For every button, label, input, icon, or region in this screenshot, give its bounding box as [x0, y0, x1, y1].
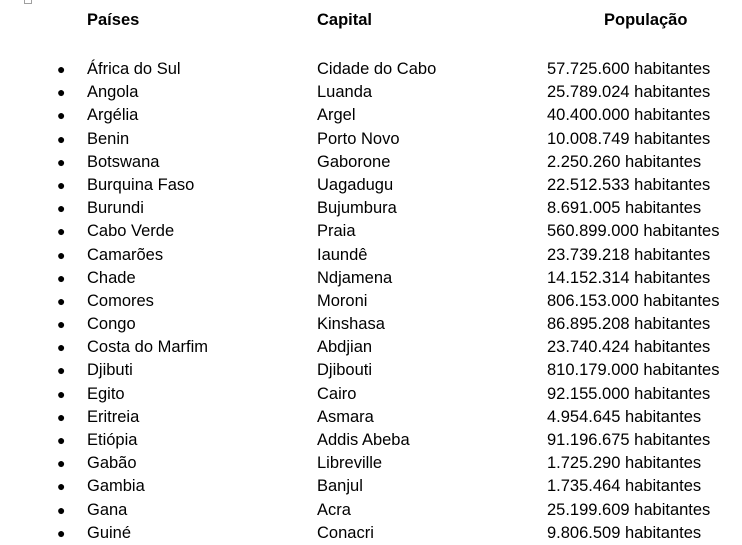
cell-capital: Cairo: [317, 384, 357, 403]
cell-country: Comores: [87, 291, 154, 310]
list-item: [0, 290, 742, 313]
bullet-icon: ●: [57, 246, 66, 263]
cell-country: Angola: [87, 83, 139, 102]
cell-capital: Luanda: [317, 83, 373, 102]
bullet-icon: ●: [57, 455, 66, 472]
cell-capital: Cidade do Cabo: [317, 60, 437, 78]
bullet-icon: ●: [57, 61, 66, 77]
cell-country: Gana: [87, 500, 128, 519]
cell-population: 40.400.000 habitantes: [547, 106, 711, 125]
cell-population: 14.152.314 habitantes: [547, 268, 711, 287]
bullet-icon: ●: [57, 524, 66, 541]
cell-country: África do Sul: [87, 60, 181, 78]
cell-capital: Acra: [317, 500, 351, 519]
bullet-icon: ●: [57, 107, 66, 124]
cell-country: Eritreia: [87, 407, 140, 426]
bullet-icon: ●: [57, 292, 66, 309]
list-item: [0, 220, 742, 243]
cell-country: Egito: [87, 384, 125, 403]
cell-population: 92.155.000 habitantes: [547, 384, 711, 403]
table-header-row: [0, 11, 742, 33]
list-item: [0, 499, 742, 522]
bullet-icon: ●: [57, 269, 66, 286]
cell-capital: Libreville: [317, 454, 383, 473]
cell-population: 22.512.533 habitantes: [547, 175, 711, 194]
bullet-icon: ●: [57, 153, 66, 170]
list-item: [0, 313, 742, 336]
cell-country: Congo: [87, 315, 136, 334]
cell-capital: Praia: [317, 222, 356, 241]
bullet-icon: ●: [57, 130, 66, 147]
cell-country: Chade: [87, 268, 136, 287]
list-item: [0, 429, 742, 452]
cell-population: 86.895.208 habitantes: [547, 315, 711, 334]
header-capital: Capital: [317, 11, 373, 29]
bullet-icon: ●: [57, 316, 66, 333]
cell-population: 2.250.260 habitantes: [547, 152, 702, 171]
cell-country: Burundi: [87, 199, 144, 218]
cell-population: 806.153.000 habitantes: [547, 291, 720, 310]
bullet-icon: ●: [57, 385, 66, 402]
list-item: [0, 475, 742, 498]
cell-country: Gabão: [87, 454, 137, 473]
cell-population: 91.196.675 habitantes: [547, 431, 711, 449]
cell-country: Gambia: [87, 477, 145, 496]
cell-population: 4.954.645 habitantes: [547, 407, 702, 426]
bullet-icon: ●: [57, 339, 66, 356]
cell-population: 8.691.005 habitantes: [547, 199, 702, 218]
cell-capital: Uagadugu: [317, 175, 394, 194]
cell-capital: Bujumbura: [317, 199, 397, 218]
cell-capital: Asmara: [317, 407, 374, 426]
bullet-icon: ●: [57, 432, 66, 448]
header-country: Países: [87, 11, 140, 29]
cell-country: Cabo Verde: [87, 222, 175, 241]
cell-population: 810.179.000 habitantes: [547, 361, 720, 380]
cell-capital: Conacri: [317, 523, 374, 542]
bullet-icon: ●: [57, 501, 66, 518]
list-item: [0, 197, 742, 220]
cell-country: Costa do Marfim: [87, 338, 209, 357]
table-move-handle[interactable]: [24, 0, 32, 4]
list-item: [0, 151, 742, 174]
cell-population: 1.735.464 habitantes: [547, 477, 702, 496]
cell-population: 57.725.600 habitantes: [547, 60, 711, 78]
cell-country: Guiné: [87, 523, 132, 542]
list-item: [0, 174, 742, 197]
cell-population: 10.008.749 habitantes: [547, 129, 711, 148]
list-item: [0, 128, 742, 151]
cell-capital: Banjul: [317, 477, 363, 496]
bullet-icon: ●: [57, 200, 66, 217]
list-item: [0, 522, 742, 545]
cell-capital: Addis Abeba: [317, 431, 410, 449]
cell-population: 1.725.290 habitantes: [547, 454, 702, 473]
list-item: [0, 81, 742, 104]
bullet-icon: ●: [57, 362, 66, 379]
list-item: [0, 267, 742, 290]
list-item: [0, 359, 742, 382]
bullet-icon: ●: [57, 176, 66, 193]
cell-capital: Gaborone: [317, 152, 391, 171]
cell-capital: Kinshasa: [317, 315, 385, 334]
list-item: [0, 58, 742, 81]
cell-capital: Djibouti: [317, 361, 373, 380]
list-item: [0, 452, 742, 475]
cell-capital: Moroni: [317, 291, 368, 310]
cell-country: Burquina Faso: [87, 175, 195, 194]
cell-population: 25.789.024 habitantes: [547, 83, 711, 102]
cell-population: 9.806.509 habitantes: [547, 523, 702, 542]
bullet-icon: ●: [57, 223, 66, 240]
list-item: [0, 406, 742, 429]
cell-country: Botswana: [87, 152, 160, 171]
cell-population: 560.899.000 habitantes: [547, 222, 720, 241]
bullet-icon: ●: [57, 84, 66, 101]
cell-capital: Ndjamena: [317, 268, 393, 287]
cell-capital: Porto Novo: [317, 129, 400, 148]
list-item: [0, 244, 742, 267]
cell-population: 23.740.424 habitantes: [547, 338, 711, 357]
cell-country: Camarões: [87, 245, 164, 264]
header-population: População: [604, 11, 688, 29]
list-item: [0, 383, 742, 406]
cell-country: Benin: [87, 129, 130, 148]
bullet-icon: ●: [57, 478, 66, 495]
list-item: [0, 336, 742, 359]
country-list: [0, 58, 742, 545]
cell-country: Djibuti: [87, 361, 133, 380]
list-item: [0, 104, 742, 127]
cell-population: 25.199.609 habitantes: [547, 500, 711, 519]
cell-country: Argélia: [87, 106, 139, 125]
bullet-icon: ●: [57, 408, 66, 425]
cell-population: 23.739.218 habitantes: [547, 245, 711, 264]
cell-capital: Argel: [317, 106, 356, 125]
cell-country: Etiópia: [87, 431, 138, 449]
cell-capital: Abdjian: [317, 338, 373, 357]
cell-capital: Iaundê: [317, 245, 368, 264]
